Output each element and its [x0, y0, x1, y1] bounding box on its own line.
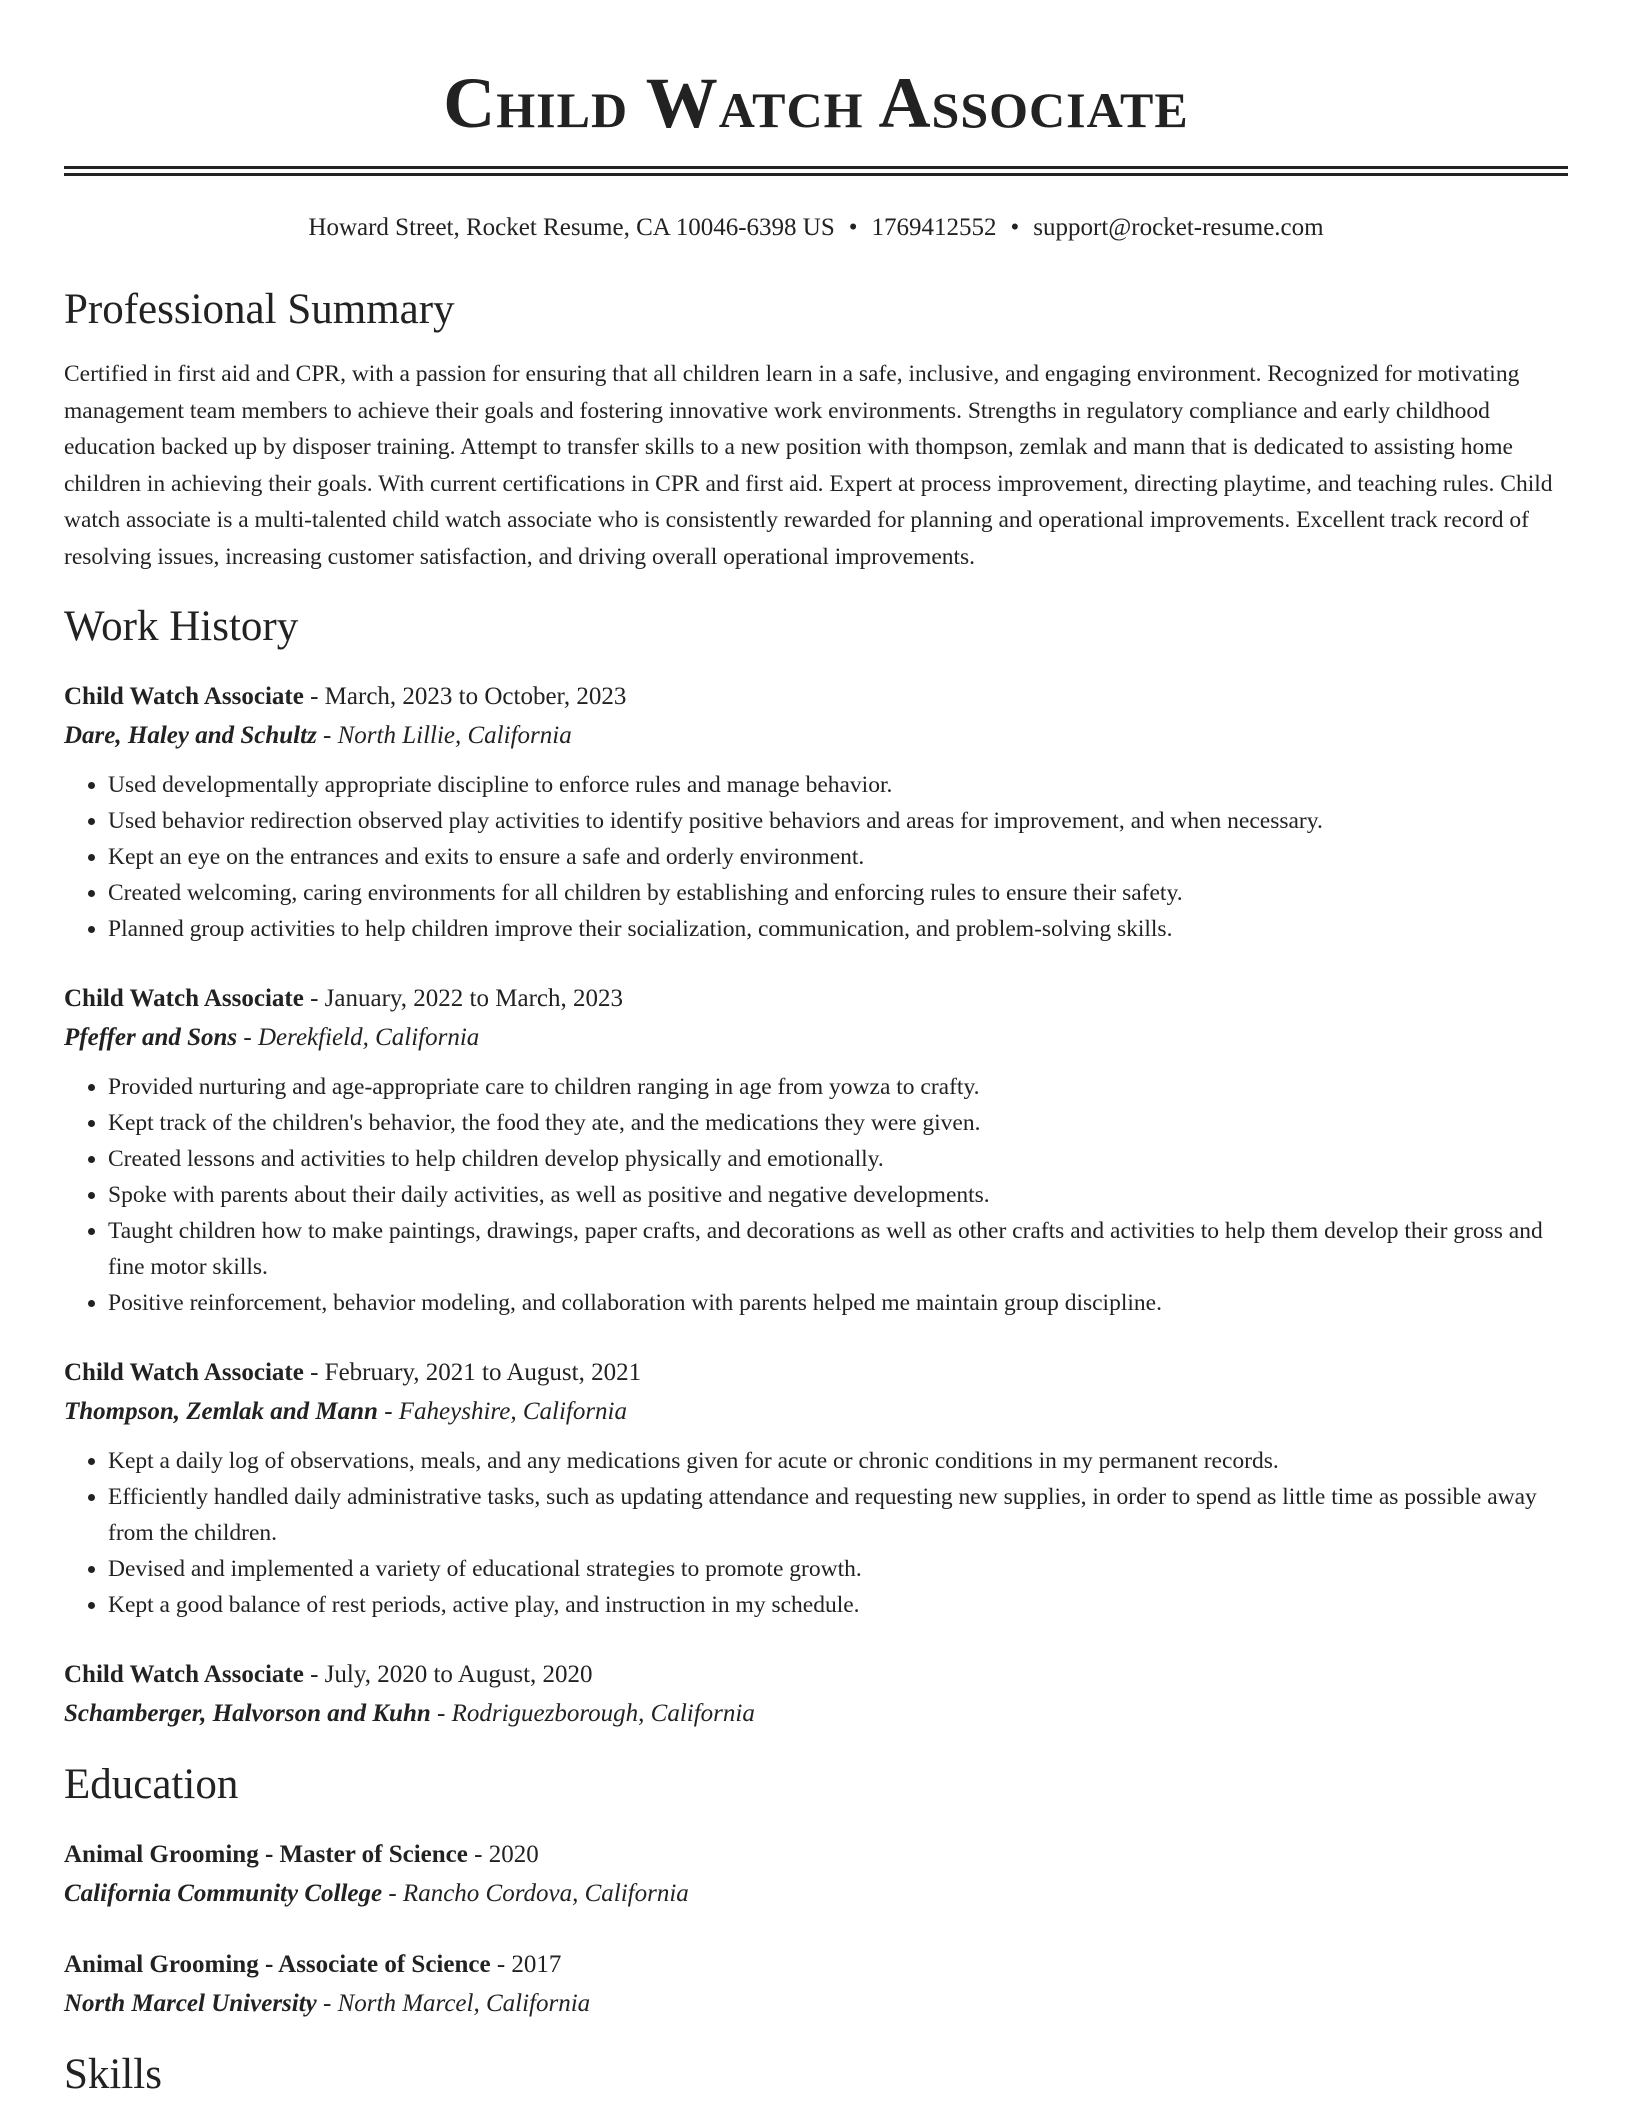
education-year: 2017 [511, 1951, 562, 1978]
contact-separator: • [848, 214, 858, 241]
job-bullet: • Created welcoming, caring environments for all children by establishing and enforcing rules to ensure their safety. [108, 875, 1568, 911]
job-company: Thompson, Zemlak and Mann [64, 1398, 378, 1425]
job-bullet: • Spoke with parents about their daily activities, as well as positive and negative developments. [108, 1177, 1568, 1213]
job-dates: March, 2023 to October, 2023 [324, 683, 627, 710]
job-location: Rodriguezborough, California [451, 1700, 755, 1727]
job-title-line [64, 1655, 1568, 1694]
dash: - [467, 1841, 489, 1868]
dash: - [316, 722, 338, 749]
resume-title: Child Watch Associate [443, 63, 1189, 143]
dash: - [316, 1990, 338, 2017]
dash: - [303, 683, 325, 710]
contact-line [64, 212, 1568, 244]
job-company: Pfeffer and Sons [64, 1024, 238, 1051]
title-divider [64, 166, 1568, 176]
skills-heading: Skills [64, 2051, 162, 2098]
job-title: Child Watch Associate [64, 1661, 304, 1688]
job-company-line [64, 716, 1568, 755]
dash: - [490, 1951, 512, 1978]
job-bullet: • Kept track of the children's behavior, the food they ate, and the medications they were given. [108, 1105, 1568, 1141]
job-location: Derekfield, California [258, 1024, 480, 1051]
education-location: Rancho Cordova, California [402, 1880, 689, 1907]
work-history-heading: Work History [64, 603, 299, 650]
education-school-line [64, 1984, 1568, 2023]
education-school: California Community College [64, 1880, 383, 1907]
job-location: North Lillie, California [337, 722, 572, 749]
job-dates: February, 2021 to August, 2021 [324, 1359, 642, 1386]
job-title-line [64, 979, 1568, 1018]
job-bullet: • Taught children how to make paintings, drawings, paper crafts, and decorations as well as other crafts and activities to help them develop their gross and fine motor skills. [108, 1213, 1568, 1285]
job-bullet: • Used developmentally appropriate discipline to enforce rules and manage behavior. [108, 767, 1568, 803]
contact-address: Howard Street, Rocket Resume, CA 10046-6398 US [308, 214, 835, 241]
education-degree: Animal Grooming - Master of Science [64, 1841, 468, 1868]
job-bullet: • Positive reinforcement, behavior modeling, and collaboration with parents helped me maintain group discipline. [108, 1285, 1568, 1321]
job-title: Child Watch Associate [64, 1359, 304, 1386]
job-entry [64, 1353, 1568, 1623]
education-entry [64, 1835, 1568, 1913]
dash: - [303, 1359, 325, 1386]
job-bullet: • Kept a daily log of observations, meals, and any medications given for acute or chronic conditions in my permanent records. [108, 1443, 1568, 1479]
job-bullet: • Created lessons and activities to help children develop physically and emotionally. [108, 1141, 1568, 1177]
job-entry [64, 979, 1568, 1321]
job-company-line [64, 1392, 1568, 1431]
job-company-line [64, 1694, 1568, 1733]
job-dates: July, 2020 to August, 2020 [324, 1661, 593, 1688]
job-bullet: • Planned group activities to help children improve their socialization, communication, and problem-solving skills. [108, 911, 1568, 947]
summary-heading: Professional Summary [64, 286, 455, 333]
job-entry [64, 1655, 1568, 1733]
job-title-line [64, 1353, 1568, 1392]
contact-phone: 1769412552 [871, 214, 997, 241]
job-bullet: • Devised and implemented a variety of educational strategies to promote growth. [108, 1551, 1568, 1587]
job-title: Child Watch Associate [64, 985, 304, 1012]
dash: - [382, 1880, 403, 1907]
education-degree-line [64, 1835, 1568, 1874]
dash: - [237, 1024, 258, 1051]
job-company-line [64, 1018, 1568, 1057]
education-location: North Marcel, California [337, 1990, 591, 2017]
job-bullet: • Kept a good balance of rest periods, active play, and instruction in my schedule. [108, 1587, 1568, 1623]
dash: - [377, 1398, 399, 1425]
education-heading: Education [64, 1761, 239, 1808]
contact-separator: • [1010, 214, 1020, 241]
education-degree-line [64, 1945, 1568, 1984]
education-entry [64, 1945, 1568, 2023]
dash: - [430, 1700, 452, 1727]
dash: - [303, 985, 325, 1012]
job-title: Child Watch Associate [64, 683, 304, 710]
job-bullet: • Used behavior redirection observed play activities to identify positive behaviors and areas for improvement, and when necessary. [108, 803, 1568, 839]
job-dates: January, 2022 to March, 2023 [324, 985, 623, 1012]
education-year: 2020 [488, 1841, 539, 1868]
job-bullet: • Efficiently handled daily administrative tasks, such as updating attendance and requesting new supplies, in order to spend as little time as possible away from the children. [108, 1479, 1568, 1551]
job-company: Dare, Haley and Schultz [64, 722, 317, 749]
job-bullet: • Provided nurturing and age-appropriate care to children ranging in age from yowza to crafty. [108, 1069, 1568, 1105]
job-location: Faheyshire, California [398, 1398, 628, 1425]
contact-email: support@rocket-resume.com [1033, 214, 1324, 241]
job-bullets [64, 1443, 1568, 1623]
job-bullets [64, 1069, 1568, 1321]
job-title-line [64, 677, 1568, 716]
education-school: North Marcel University [64, 1990, 317, 2017]
job-entry [64, 677, 1568, 947]
job-bullet: • Kept an eye on the entrances and exits to ensure a safe and orderly environment. [108, 839, 1568, 875]
education-school-line [64, 1874, 1568, 1913]
dash: - [303, 1661, 325, 1688]
job-bullets [64, 767, 1568, 947]
job-company: Schamberger, Halvorson and Kuhn [64, 1700, 431, 1727]
education-degree: Animal Grooming - Associate of Science [64, 1951, 491, 1978]
summary-text: Certified in first aid and CPR, with a passion for ensuring that all children learn in a safe, inclusive, and engaging environment. Recognized for motivating management team members to achieve their goals and fostering innovative work environments. Strengths in regulatory compliance and early childhood education backed up by disposer training. Attempt to transfer skills to a new position with thompson, zemlak and mann that is dedicated to assisting home children in achieving their goals. With current certifications in CPR and first aid. Expert at process improvement, directing playtime, and teaching rules. Child watch associate is a multi-talented child watch associate who is consistently rewarded for planning and operational improvements. Excellent track record of resolving issues, increasing customer satisfaction, and driving overall operational improvements. [64, 361, 1553, 570]
